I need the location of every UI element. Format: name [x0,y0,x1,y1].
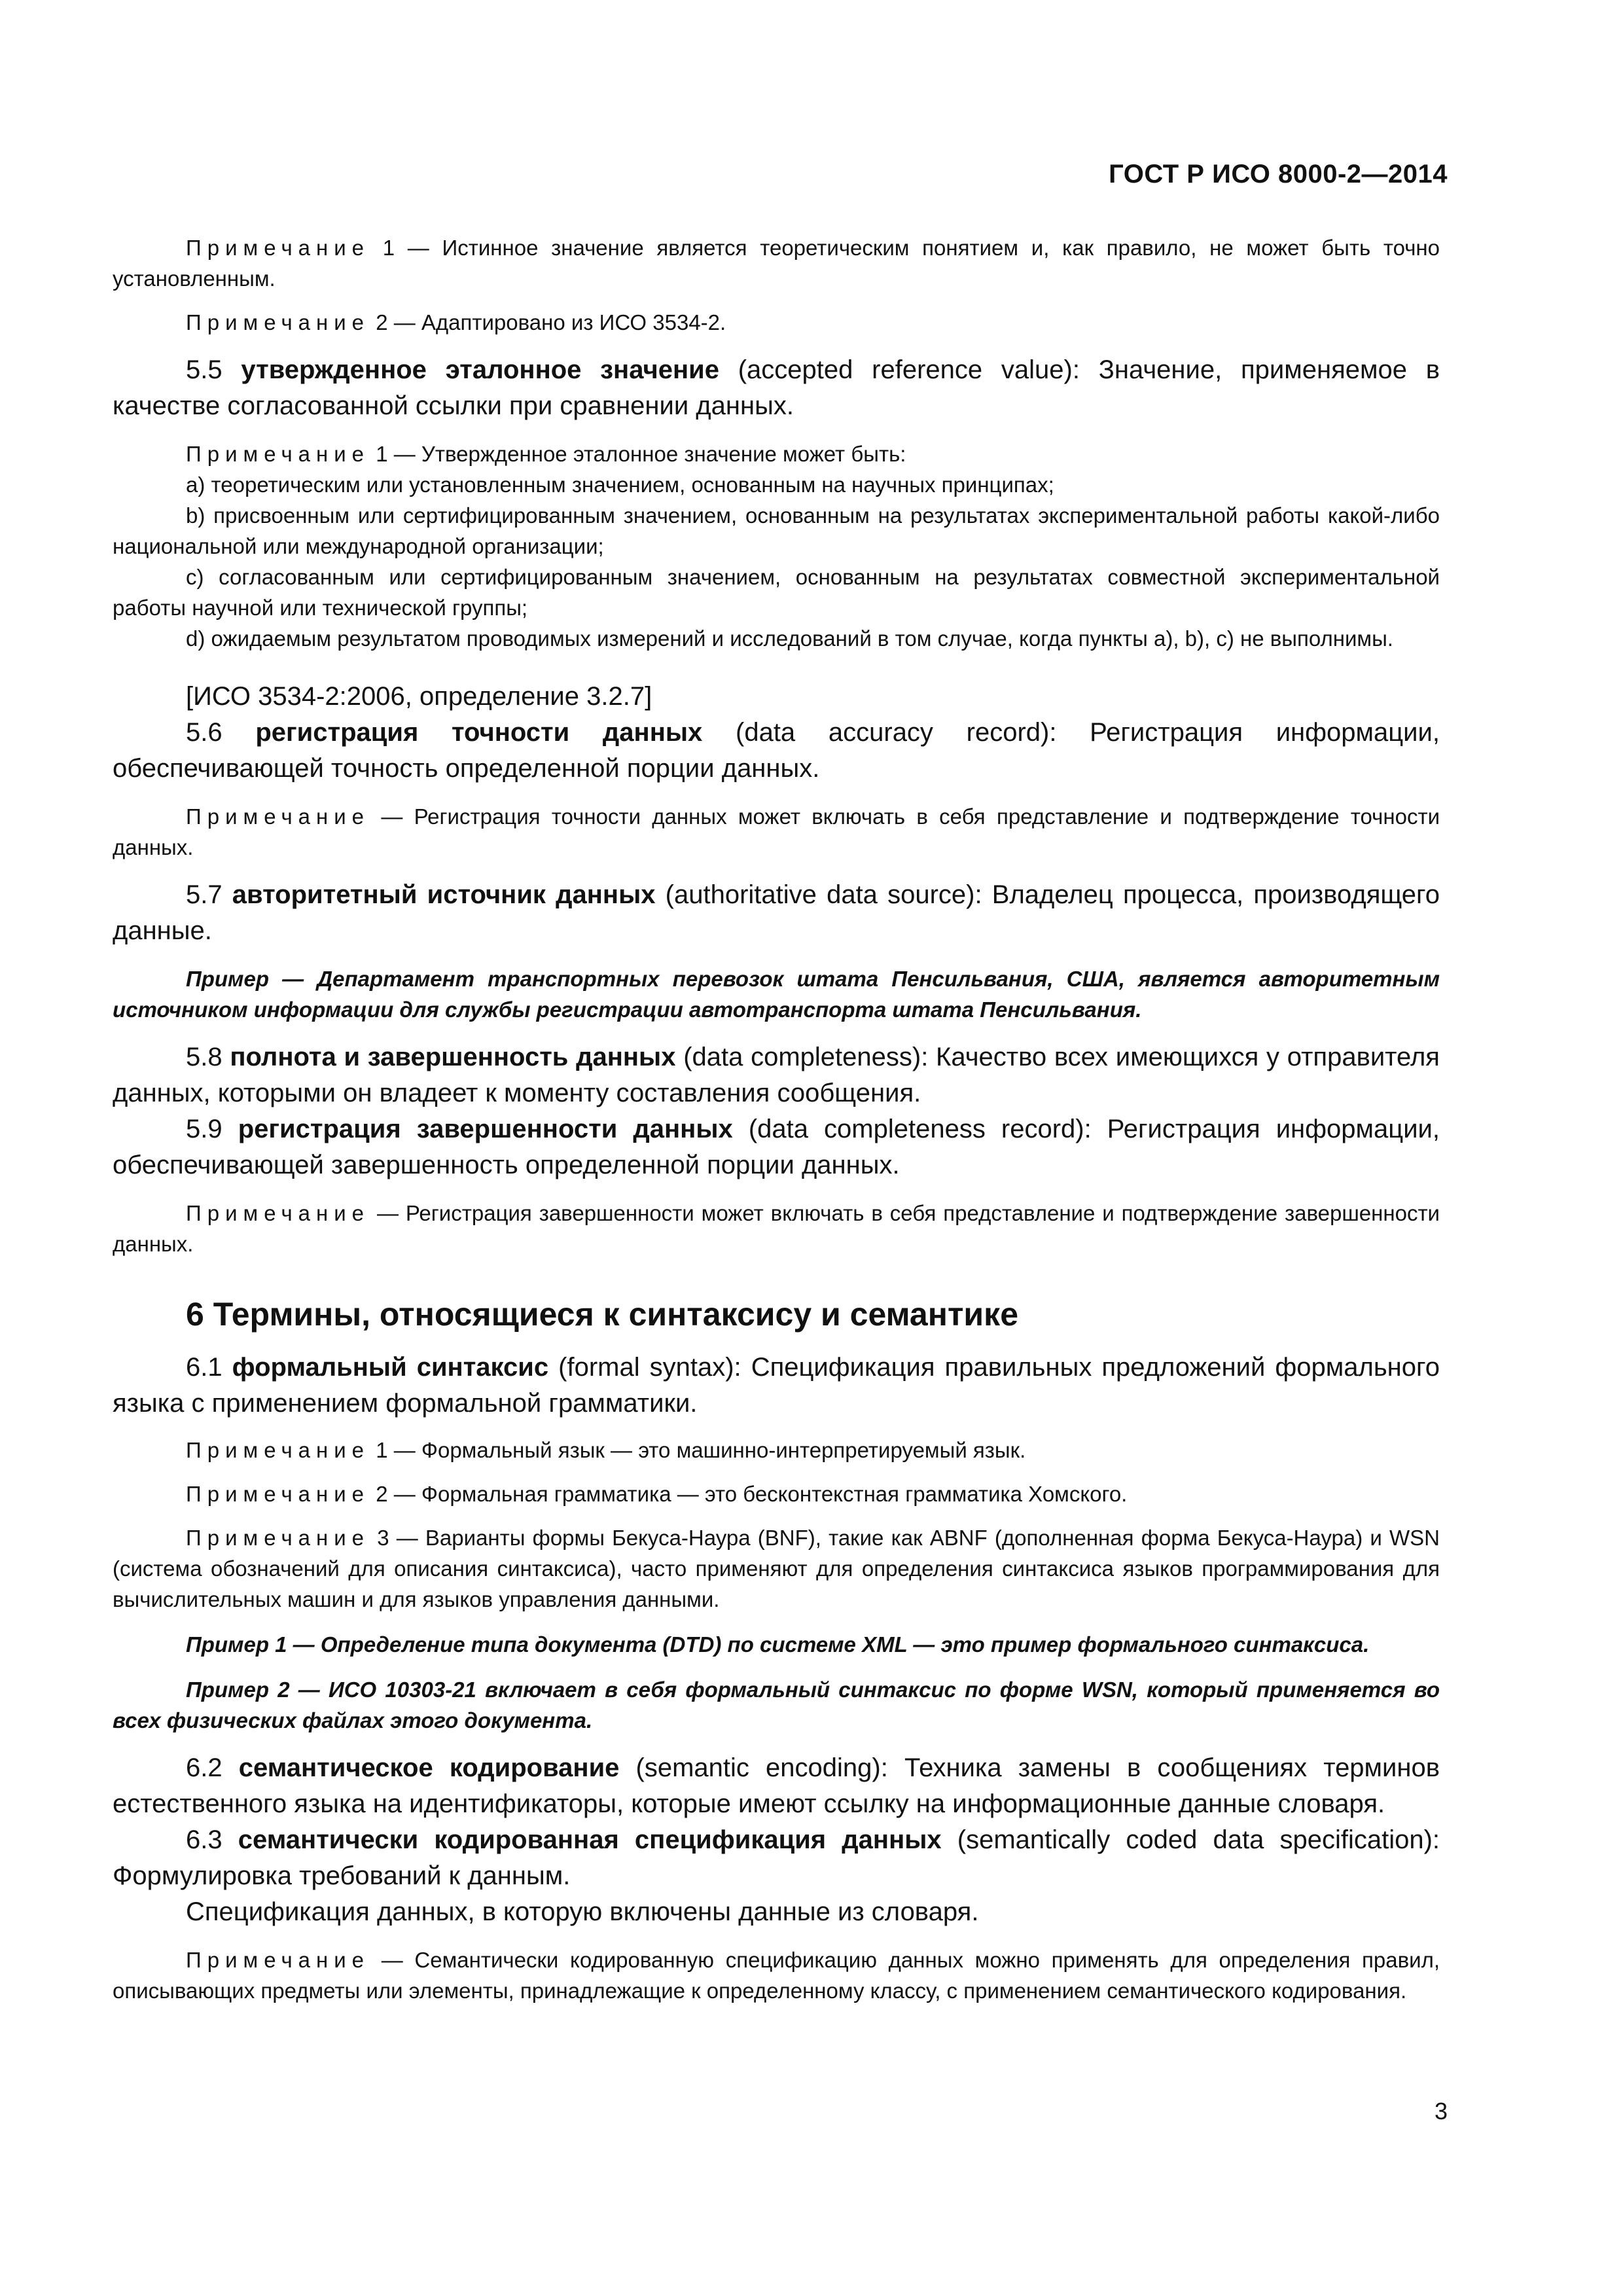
section-6-heading: 6 Термины, относящиеся к синтаксису и семантике [186,1296,1018,1333]
note-5-6: Примечание — Регистрация точности данных может включать в себя представление и подтверждение точности данных. [113,804,1440,859]
term-5-7: 5.7 авторитетный источник данных (authoritative data source): Владелец процесса, производящего данные. [113,880,1440,945]
term-6-3: 6.3 семантически кодированная спецификация данных (semantically coded data specification): Формулировка требований к данным. [113,1825,1440,1890]
page-number: 3 [1434,2098,1448,2125]
note-6-1-1: Примечание 1 — Формальный язык — это машинно-интерпретируемый язык. [186,1438,1026,1462]
source-reference: [ИСО 3534-2:2006, определение 3.2.7] [186,682,652,711]
list-item-d: d) ожидаемым результатом проводимых измерений и исследований в том случае, когда пункты а), b), с) не выполнимы. [186,626,1393,651]
list-item-a: a) теоретическим или установленным значением, основанным на научных принципах; [186,473,1054,497]
note-6-1-3: Примечание 3 — Варианты формы Бекуса-Наура (BNF), такие как ABNF (дополненная форма Бекуса-Наура) и WSN (система обозначений для описания синтаксиса), часто применяют для определения синтаксиса языков программирования для вычислительных машин и для языков управления данными. [113,1526,1440,1611]
term-5-9: 5.9 регистрация завершенности данных (data completeness record): Регистрация информации, обеспечивающей завершенность определенной порции данных. [113,1115,1440,1179]
note-truth-1: Примечание 1 — Истинное значение является теоретическим понятием и, как правило, не может быть точно установленным. [113,236,1440,291]
note-5-9: Примечание — Регистрация завершенности может включать в себя представление и подтверждение завершенности данных. [113,1201,1440,1256]
note-truth-2: Примечание 2 — Адаптировано из ИСО 3534-2. [186,310,726,334]
list-item-c: c) согласованным или сертифицированным значением, основанным на результатах совместной экспериментальной работы научной или технической группы; [113,565,1440,620]
note-6-3: Примечание — Семантически кодированную спецификацию данных можно применять для определения правил, описывающих предметы или элементы, принадлежащие к определенному классу, с применением семантического кодирования. [113,1948,1440,2003]
list-item-b: b) присвоенным или сертифицированным значением, основанным на результатах экспериментальной работы какой-либо национальной или международной организации; [113,503,1440,558]
term-5-5: 5.5 утвержденное эталонное значение (accepted reference value): Значение, применяемое в качестве согласованной ссылки при сравнении данных. [113,355,1440,420]
page-content [113,232,1440,2006]
term-6-3-definition: Спецификация данных, в которую включены данные из словаря. [186,1897,979,1926]
term-6-2: 6.2 семантическое кодирование (semantic encoding): Техника замены в сообщениях терминов естественного языка на идентификаторы, которые имеют ссылку на информационные данные словаря. [113,1753,1440,1818]
note-5-5-1: Примечание 1 — Утвержденное эталонное значение может быть: [186,442,906,466]
note-6-1-2: Примечание 2 — Формальная грамматика — это бесконтекстная грамматика Хомского. [186,1482,1128,1506]
term-5-8: 5.8 полнота и завершенность данных (data completeness): Качество всех имеющихся у отправителя данных, которыми он владеет к моменту составления сообщения. [113,1043,1440,1107]
example-5-7: Пример — Департамент транспортных перевозок штата Пенсильвания, США, является авторитетным источником информации для службы регистрации автотранспорта штата Пенсильвания. [113,967,1440,1022]
example-6-1-1: Пример 1 — Определение типа документа (DTD) по системе XML — это пример формального синтаксиса. [186,1632,1370,1657]
term-6-1: 6.1 формальный синтаксис (formal syntax): Спецификация правильных предложений формального языка с применением формальной грамматики. [113,1353,1440,1418]
term-5-6: 5.6 регистрация точности данных (data accuracy record): Регистрация информации, обеспечивающей точность определенной порции данных. [113,718,1440,783]
example-6-1-2: Пример 2 — ИСО 10303-21 включает в себя формальный синтаксис по форме WSN, который применяется во всех физических файлах этого документа. [113,1677,1440,1732]
document-header: ГОСТ Р ИСО 8000-2—2014 [1109,160,1448,188]
